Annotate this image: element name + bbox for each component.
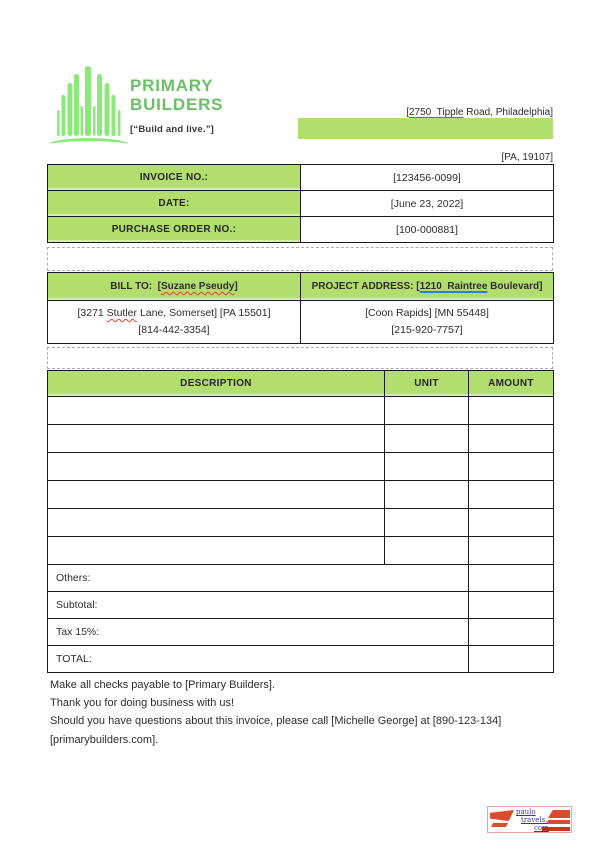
unit-cell <box>385 425 469 453</box>
footer-line-questions: Should you have questions about this invoice, please call [Michelle George] at [890-123-134] <box>50 715 502 728</box>
subtotal-label: Subtotal: <box>48 592 469 619</box>
billing-table <box>47 272 554 344</box>
amount-cell <box>469 509 554 537</box>
primary-builders-logo-icon <box>50 62 128 146</box>
amount-cell <box>469 481 554 509</box>
items-header-row <box>48 371 554 397</box>
description-cell <box>48 481 385 509</box>
invoice-number-row <box>48 165 554 191</box>
footer-line-thanks: Thank you for doing business with us! <box>50 697 235 710</box>
amount-cell <box>469 453 554 481</box>
brand-name <box>130 76 223 114</box>
bill-to-details <box>48 301 301 344</box>
item-row <box>48 397 554 425</box>
unit-cell <box>385 453 469 481</box>
amount-cell <box>469 397 554 425</box>
project-address-rest: Boulevard] <box>487 281 543 292</box>
footer-note <box>50 676 555 749</box>
unit-cell <box>385 481 469 509</box>
invoice-info-table <box>47 164 554 243</box>
watermark-right-bar-shape <box>546 820 570 824</box>
unit-cell <box>385 509 469 537</box>
line-items-table <box>47 370 554 673</box>
purchase-order-label: PURCHASE ORDER NO.: <box>48 217 301 243</box>
subtotal-amount-cell <box>469 592 554 619</box>
item-row <box>48 481 554 509</box>
address-street-highlight: 2750 Tipple <box>408 107 464 118</box>
company-address-line2: [PA, 19107] <box>501 152 553 163</box>
billing-detail-row <box>48 301 554 344</box>
bill-to-close-bracket: ] <box>234 281 238 292</box>
bill-to-address-line <box>48 305 300 322</box>
tax-amount-cell <box>469 619 554 646</box>
subtotal-row <box>48 592 554 619</box>
address-bracket: [ <box>406 107 409 118</box>
dashed-spacer-row <box>47 247 553 271</box>
bill-address-highlight: Stutler <box>106 307 138 319</box>
others-row <box>48 565 554 592</box>
invoice-number-value: [123456-0099] <box>301 165 554 191</box>
bill-to-label: BILL TO: [ <box>110 281 162 292</box>
bill-to-name-highlight: Suzane Pseudy <box>161 281 235 292</box>
total-label: TOTAL: <box>48 646 469 673</box>
project-address-header <box>301 273 554 301</box>
watermark-word-com: com <box>534 824 549 832</box>
project-city-line: [Coon Rapids] [MN 55448] <box>365 307 489 319</box>
brand-name-line1: PRIMARY <box>130 76 214 95</box>
watermark-word-travels: travels. <box>521 816 548 824</box>
unit-cell <box>385 537 469 565</box>
project-address-details <box>301 301 554 344</box>
total-amount-cell <box>469 646 554 673</box>
brand-tagline: [“Build and live.”] <box>130 124 215 135</box>
brand-name-line2: BUILDERS <box>130 95 224 114</box>
description-cell <box>48 537 385 565</box>
description-cell <box>48 453 385 481</box>
project-phone: [215-920-7757] <box>391 324 463 336</box>
total-row <box>48 646 554 673</box>
item-row <box>48 453 554 481</box>
description-column-header: DESCRIPTION <box>48 371 385 397</box>
amount-cell <box>469 425 554 453</box>
bill-to-header <box>48 273 301 301</box>
tax-row <box>48 619 554 646</box>
unit-cell <box>385 397 469 425</box>
item-row <box>48 537 554 565</box>
watermark-right-flag-shape <box>548 810 570 818</box>
amount-column-header: AMOUNT <box>469 371 554 397</box>
purchase-order-value: [100-000881] <box>301 217 554 243</box>
footer-line-checks: Make all checks payable to [Primary Builders]. <box>50 679 275 691</box>
watermark-word-paulo: paulo <box>516 808 536 816</box>
bill-to-phone: [814-442-3354] <box>138 324 210 336</box>
description-cell <box>48 425 385 453</box>
watermark-left-flag-shape <box>490 810 514 821</box>
description-cell <box>48 509 385 537</box>
others-label: Others: <box>48 565 469 592</box>
paulo-travels-watermark <box>487 806 572 833</box>
tax-label: Tax 15%: <box>48 619 469 646</box>
invoice-date-label: DATE: <box>48 191 301 217</box>
dashed-spacer-row <box>47 347 553 369</box>
amount-cell <box>469 537 554 565</box>
header-accent-bar <box>298 118 553 139</box>
item-row <box>48 509 554 537</box>
invoice-number-label: INVOICE NO.: <box>48 165 301 191</box>
description-cell <box>48 397 385 425</box>
watermark-left-bar-shape <box>491 823 508 827</box>
unit-column-header: UNIT <box>385 371 469 397</box>
billing-header-row <box>48 273 554 301</box>
project-address-highlight: 1210 Raintree <box>419 281 488 292</box>
address-rest: Road, Philadelphia] <box>463 107 553 118</box>
footer-line-website: [primarybuilders.com]. <box>50 733 159 746</box>
invoice-date-value: [June 23, 2022] <box>301 191 554 217</box>
bill-address-open: [3271 <box>77 307 107 319</box>
item-row <box>48 425 554 453</box>
purchase-order-row <box>48 217 554 243</box>
invoice-date-row <box>48 191 554 217</box>
bill-address-rest: Lane, Somerset] [PA 15501] <box>137 307 271 319</box>
project-address-label: PROJECT ADDRESS: [ <box>311 281 420 292</box>
others-amount-cell <box>469 565 554 592</box>
